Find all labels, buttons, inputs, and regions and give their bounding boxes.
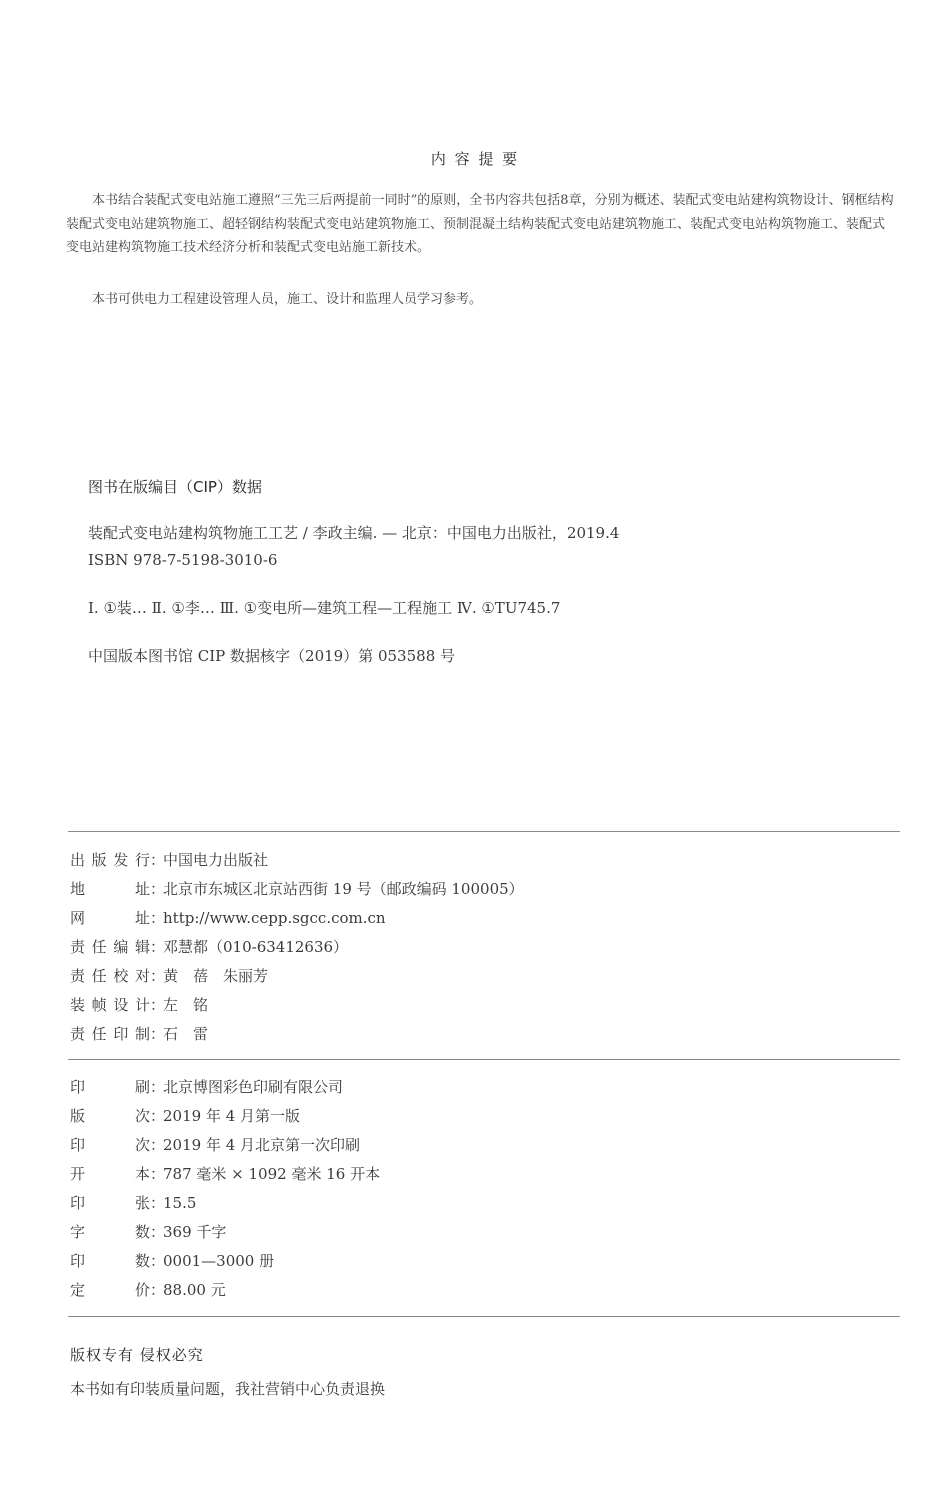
info-row-edition: 版次：2019 年 4 月第一版 — [70, 1107, 301, 1125]
info-row-format: 开本：787 毫米 × 1092 毫米 16 开本 — [70, 1165, 381, 1183]
info-label: 装帧设计 — [70, 996, 150, 1014]
info-label: 印次 — [70, 1136, 150, 1154]
info-value: 369 千字 — [163, 1223, 227, 1241]
info-label: 印刷 — [70, 1078, 150, 1096]
info-label: 责任编辑 — [70, 938, 150, 956]
info-label: 地址 — [70, 880, 150, 898]
info-row-printer: 印刷：北京博图彩色印刷有限公司 — [70, 1078, 344, 1096]
info-value: 黄 蓓 朱丽芳 — [163, 967, 269, 985]
cip-classification: Ⅰ. ①装… Ⅱ. ①李… Ⅲ. ①变电所—建筑工程—工程施工 Ⅳ. ①TU745.7 — [88, 599, 561, 617]
cip-heading: 图书在版编目（CIP）数据 — [88, 478, 262, 496]
info-label: 版次 — [70, 1107, 150, 1125]
info-value: 0001—3000 册 — [163, 1252, 275, 1270]
info-value: 88.00 元 — [163, 1281, 226, 1299]
info-label: 责任校对 — [70, 967, 150, 985]
info-value: 石 雷 — [163, 1025, 209, 1043]
cip-isbn: ISBN 978-7-5198-3010-6 — [88, 551, 278, 569]
info-value: 2019 年 4 月第一版 — [163, 1107, 301, 1125]
info-label: 网址 — [70, 909, 150, 927]
info-value: 左 铭 — [163, 996, 209, 1014]
info-row-website: 网址：http://www.cepp.sgcc.com.cn — [70, 909, 386, 927]
cip-title-line: 装配式变电站建构筑物施工工艺 / 李政主编. — 北京：中国电力出版社，2019.4 — [88, 524, 620, 542]
info-value: http://www.cepp.sgcc.com.cn — [163, 909, 386, 927]
info-row-impression: 印次：2019 年 4 月北京第一次印刷 — [70, 1136, 361, 1154]
info-label: 出版发行 — [70, 851, 150, 869]
info-label: 定价 — [70, 1281, 150, 1299]
info-row-word-count: 字数：369 千字 — [70, 1223, 227, 1241]
info-value: 2019 年 4 月北京第一次印刷 — [163, 1136, 361, 1154]
summary-paragraph: 本书结合装配式变电站施工遵照“三先三后两提前一同时”的原则，全书内容共包括8章，分别为概述、装配式变电站建构筑物设计、钢框结构装配式变电站建筑物施工、超轻钢结构装配式变电站建筑物施工、预制混凝土结构装配式变电站建筑物施工、装配式变电站构筑物施工、装配式变电站建构筑物施工技术经济分析和装配式变电站施工新技术。 — [66, 193, 894, 255]
info-value: 邓慧都（010-63412636） — [163, 938, 349, 956]
info-value: 北京博图彩色印刷有限公司 — [163, 1078, 344, 1096]
summary-paragraph: 本书可供电力工程建设管理人员，施工、设计和监理人员学习参考。 — [92, 292, 483, 307]
info-row-printing-manager: 责任印制：石 雷 — [70, 1025, 209, 1043]
info-row-price: 定价：88.00 元 — [70, 1281, 226, 1299]
info-value: 787 毫米 × 1092 毫米 16 开本 — [163, 1165, 381, 1183]
info-value: 15.5 — [163, 1194, 197, 1212]
info-value: 北京市东城区北京站西街 19 号（邮政编码 100005） — [163, 880, 524, 898]
divider — [68, 1316, 900, 1317]
copyright-note: 本书如有印装质量问题，我社营销中心负责退换 — [70, 1380, 386, 1398]
info-row-print-run: 印数：0001—3000 册 — [70, 1252, 275, 1270]
info-row-address: 地址：北京市东城区北京站西街 19 号（邮政编码 100005） — [70, 880, 524, 898]
info-row-designer: 装帧设计：左 铭 — [70, 996, 209, 1014]
info-label: 责任印制 — [70, 1025, 150, 1043]
info-label: 印数 — [70, 1252, 150, 1270]
info-label: 字数 — [70, 1223, 150, 1241]
info-value: 中国电力出版社 — [163, 851, 269, 869]
info-label: 开本 — [70, 1165, 150, 1183]
info-row-editor: 责任编辑：邓慧都（010-63412636） — [70, 938, 349, 956]
info-row-sheets: 印张：15.5 — [70, 1194, 197, 1212]
copyright-heading: 版权专有 侵权必究 — [70, 1346, 204, 1364]
divider — [68, 1059, 900, 1060]
divider — [68, 831, 900, 832]
cip-verification: 中国版本图书馆 CIP 数据核字（2019）第 053588 号 — [88, 647, 456, 665]
info-row-publisher: 出版发行：中国电力出版社 — [70, 851, 269, 869]
info-row-proofreader: 责任校对：黄 蓓 朱丽芳 — [70, 967, 269, 985]
summary-title: 内 容 提 要 — [430, 150, 520, 168]
info-label: 印张 — [70, 1194, 150, 1212]
